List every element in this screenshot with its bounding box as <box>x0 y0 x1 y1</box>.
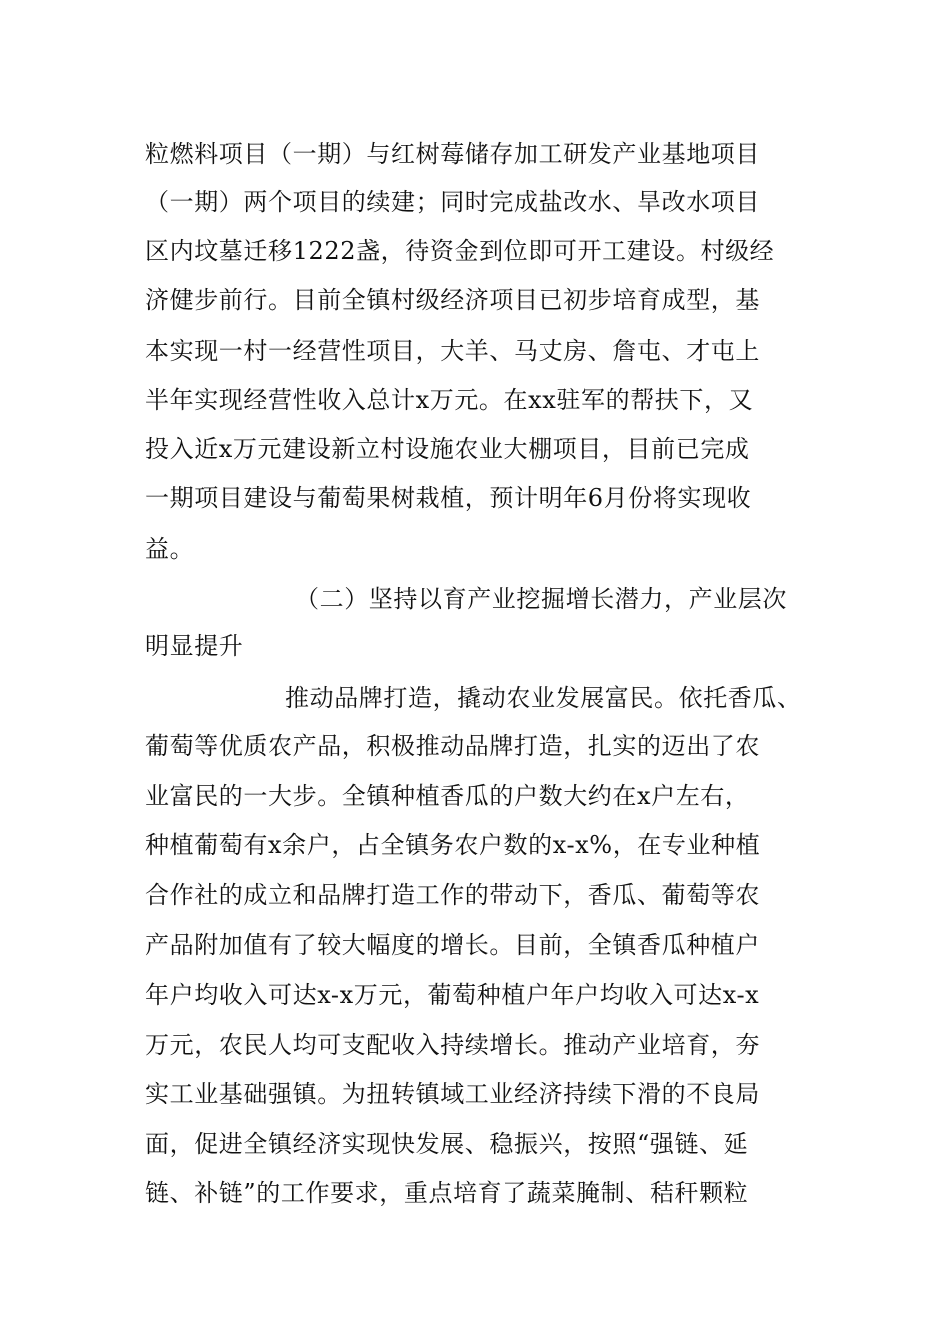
text-line: 万元，农民人均可支配收入持续增长。推动产业培育，夯 <box>145 1031 760 1059</box>
text-line: 益。 <box>145 535 195 563</box>
text-line: 半年实现经营性收入总计x万元。在xx驻军的帮扶下，又 <box>145 386 754 414</box>
text-line: 投入近x万元建设新立村设施农业大棚项目，目前已完成 <box>145 435 750 463</box>
text-line: 合作社的成立和品牌打造工作的带动下，香瓜、葡萄等农 <box>145 881 760 909</box>
text-line: （一期）两个项目的续建；同时完成盐改水、旱改水项目 <box>145 188 760 216</box>
text-line: 区内坟墓迁移1222盏，待资金到位即可开工建设。村级经 <box>145 237 775 265</box>
text-line: 面，促进全镇经济实现快发展、稳振兴，按照“强链、延 <box>145 1130 749 1158</box>
section-heading: （二）坚持以育产业挖掘增长潜力，产业层次 <box>295 585 787 613</box>
text-line: 实工业基础强镇。为扭转镇域工业经济持续下滑的不良局 <box>145 1080 760 1108</box>
text-line: 年户均收入可达x-x万元，葡萄种植户年户均收入可达x-x <box>145 981 760 1009</box>
text-line: 产品附加值有了较大幅度的增长。目前，全镇香瓜种植户 <box>145 931 760 959</box>
text-line: 一期项目建设与葡萄果树栽植，预计明年6月份将实现收 <box>145 484 752 512</box>
text-line: 链、补链”的工作要求，重点培育了蔬菜腌制、秸秆颗粒 <box>145 1179 749 1207</box>
text-line: 粒燃料项目（一期）与红树莓储存加工研发产业基地项目 <box>145 140 760 168</box>
text-line: 济健步前行。目前全镇村级经济项目已初步培育成型，基 <box>145 286 760 314</box>
section-heading-cont: 明显提升 <box>145 632 244 660</box>
text-line: 葡萄等优质农产品，积极推动品牌打造，扎实的迈出了农 <box>145 732 760 760</box>
text-line: 种植葡萄有x余户，占全镇务农户数的x-x%，在专业种植 <box>145 831 761 859</box>
text-line: 业富民的一大步。全镇种植香瓜的户数大约在x户左右， <box>145 782 750 810</box>
text-line: 推动品牌打造，撬动农业发展富民。依托香瓜、 <box>285 684 802 712</box>
text-line: 本实现一村一经营性项目，大羊、马丈房、詹屯、才屯上 <box>145 337 760 365</box>
